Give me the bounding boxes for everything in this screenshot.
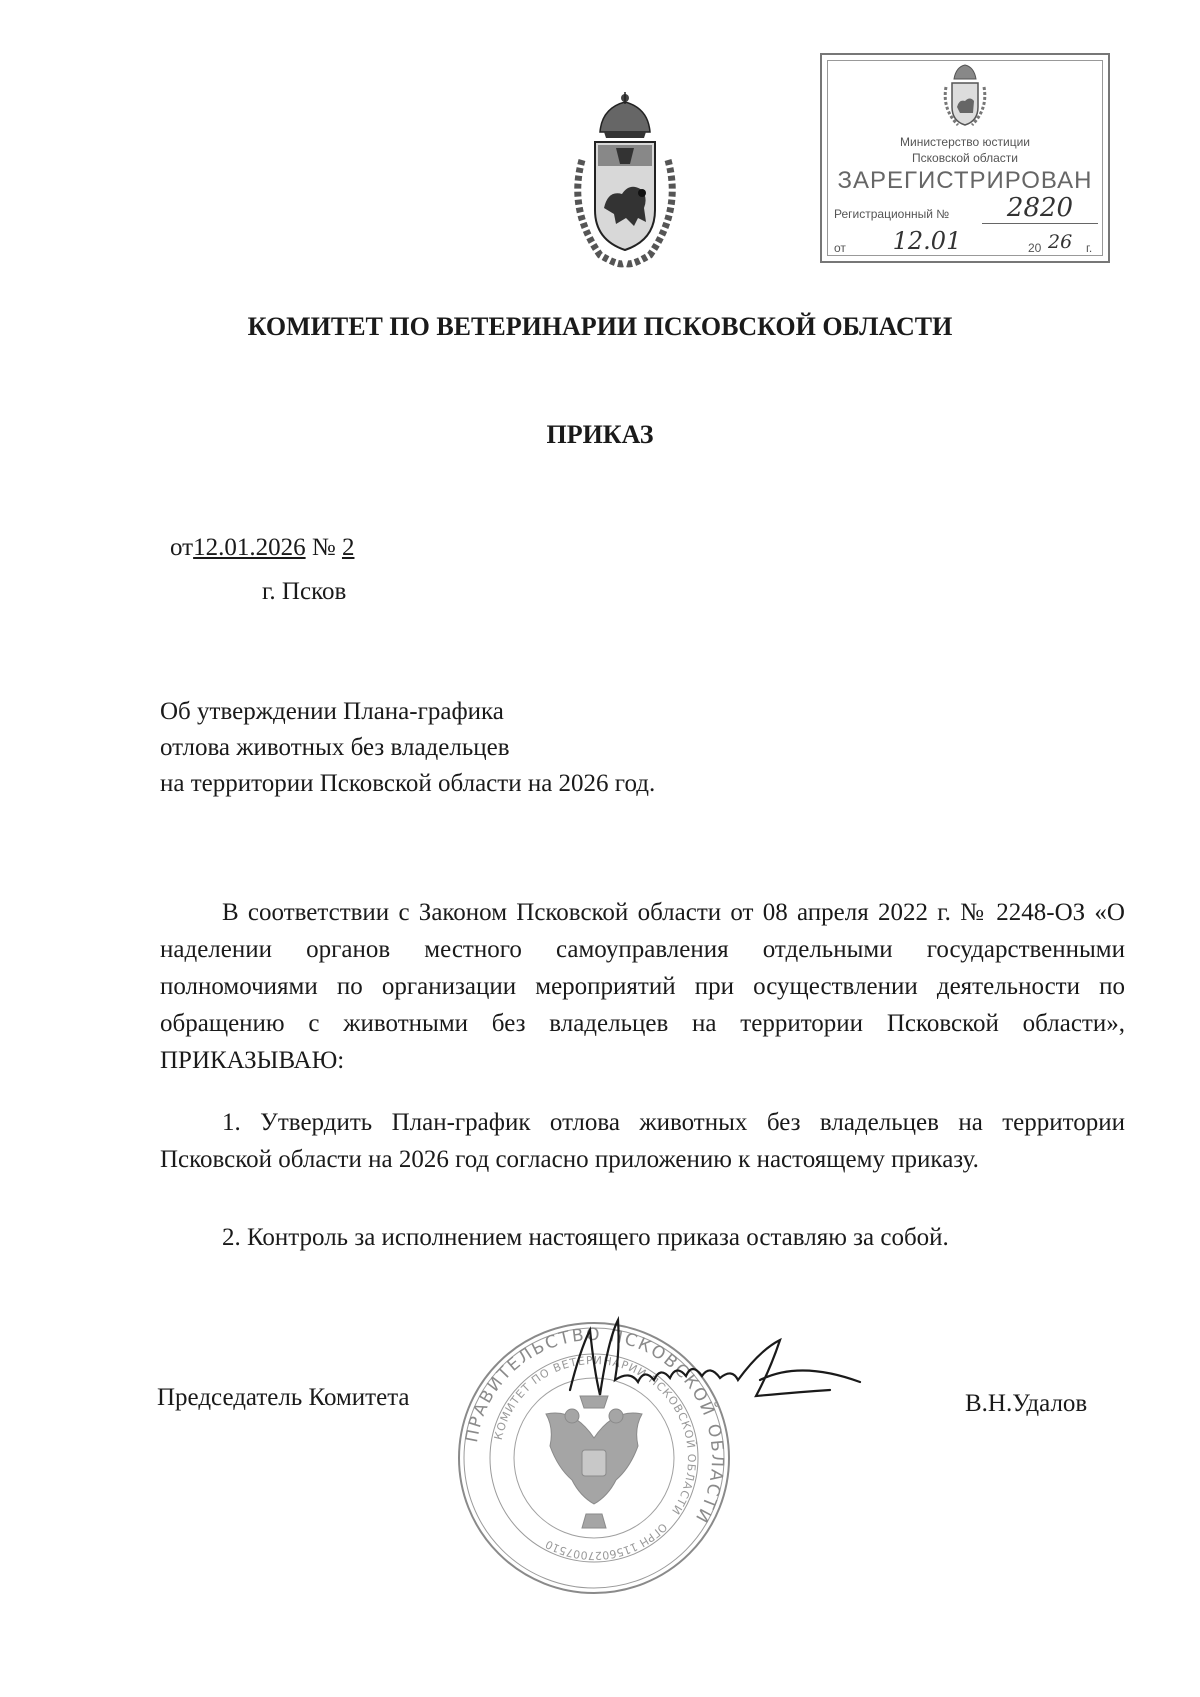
stamp-coat-of-arms-icon	[940, 63, 990, 129]
preamble-paragraph: В соответствии с Законом Псковской области от 08 апреля 2022 г. № 2248-ОЗ «О наделении органов местного самоуправления отдельными государственными полномочиями по организации мероприятий при осуществлении деятельности по обращению с животными без владельцев на территории Псковской области», ПРИКАЗЫВАЮ:	[160, 899, 1125, 1074]
coat-of-arms-emblem	[560, 90, 690, 270]
stamp-ministry: Министерство юстиции	[900, 135, 1030, 149]
order-date: 12.01.2026	[193, 534, 306, 561]
svg-text:ОГРН 1156027007510	[543, 1520, 669, 1562]
order-date-prefix: от	[170, 534, 194, 561]
organization-title: КОМИТЕТ ПО ВЕТЕРИНАРИИ ПСКОВСКОЙ ОБЛАСТИ	[247, 312, 953, 341]
seal-ogrn-text: ОГРН 1156027007510	[543, 1520, 670, 1563]
signatory-title: Председатель Комитета	[157, 1384, 410, 1411]
order-number-sign: №	[311, 534, 336, 561]
stamp-year-suffix: г.	[1086, 241, 1093, 255]
stamp-year-prefix: 20	[1028, 241, 1042, 255]
order-item-2: 2. Контроль за исполнением настоящего приказа оставляю за собой.	[222, 1224, 949, 1251]
order-city: г. Псков	[262, 578, 347, 605]
stamp-region: Псковской области	[912, 151, 1018, 165]
signatory-name: В.Н.Удалов	[965, 1390, 1088, 1417]
subject-line: на территории Псковской области на 2026 год.	[160, 770, 656, 797]
order-number: 2	[341, 534, 355, 561]
stamp-date-prefix: от	[834, 241, 846, 255]
stamp-date: 12.01	[852, 227, 1002, 256]
subject-line: отлова животных без владельцев	[160, 734, 510, 761]
subject-line: Об утверждении Плана-графика	[160, 698, 504, 725]
stamp-year: 26	[1048, 231, 1073, 253]
handwritten-signature	[560, 1310, 900, 1420]
stamp-registration-number: 2820	[982, 193, 1098, 224]
seal-outer-text: ПРАВИТЕЛЬСТВО ПСКОВСКОЙ ОБЛАСТИ	[461, 1324, 728, 1528]
order-item-1: 1. Утвердить План-график отлова животных без владельцев на территории Псковской области на 2026 год согласно приложению к настоящему приказу.	[160, 1109, 1125, 1173]
document-type: ПРИКАЗ	[546, 420, 654, 449]
order-date-line	[170, 534, 354, 562]
seal-inner-text: КОМИТЕТ ПО ВЕТЕРИНАРИИ ПСКОВСКОЙ ОБЛАСТИ	[491, 1353, 699, 1518]
stamp-number-label: Регистрационный №	[834, 207, 950, 221]
registration-stamp	[820, 53, 1110, 263]
order-subject	[160, 694, 655, 802]
stamp-status: ЗАРЕГИСТРИРОВАН	[837, 167, 1093, 194]
